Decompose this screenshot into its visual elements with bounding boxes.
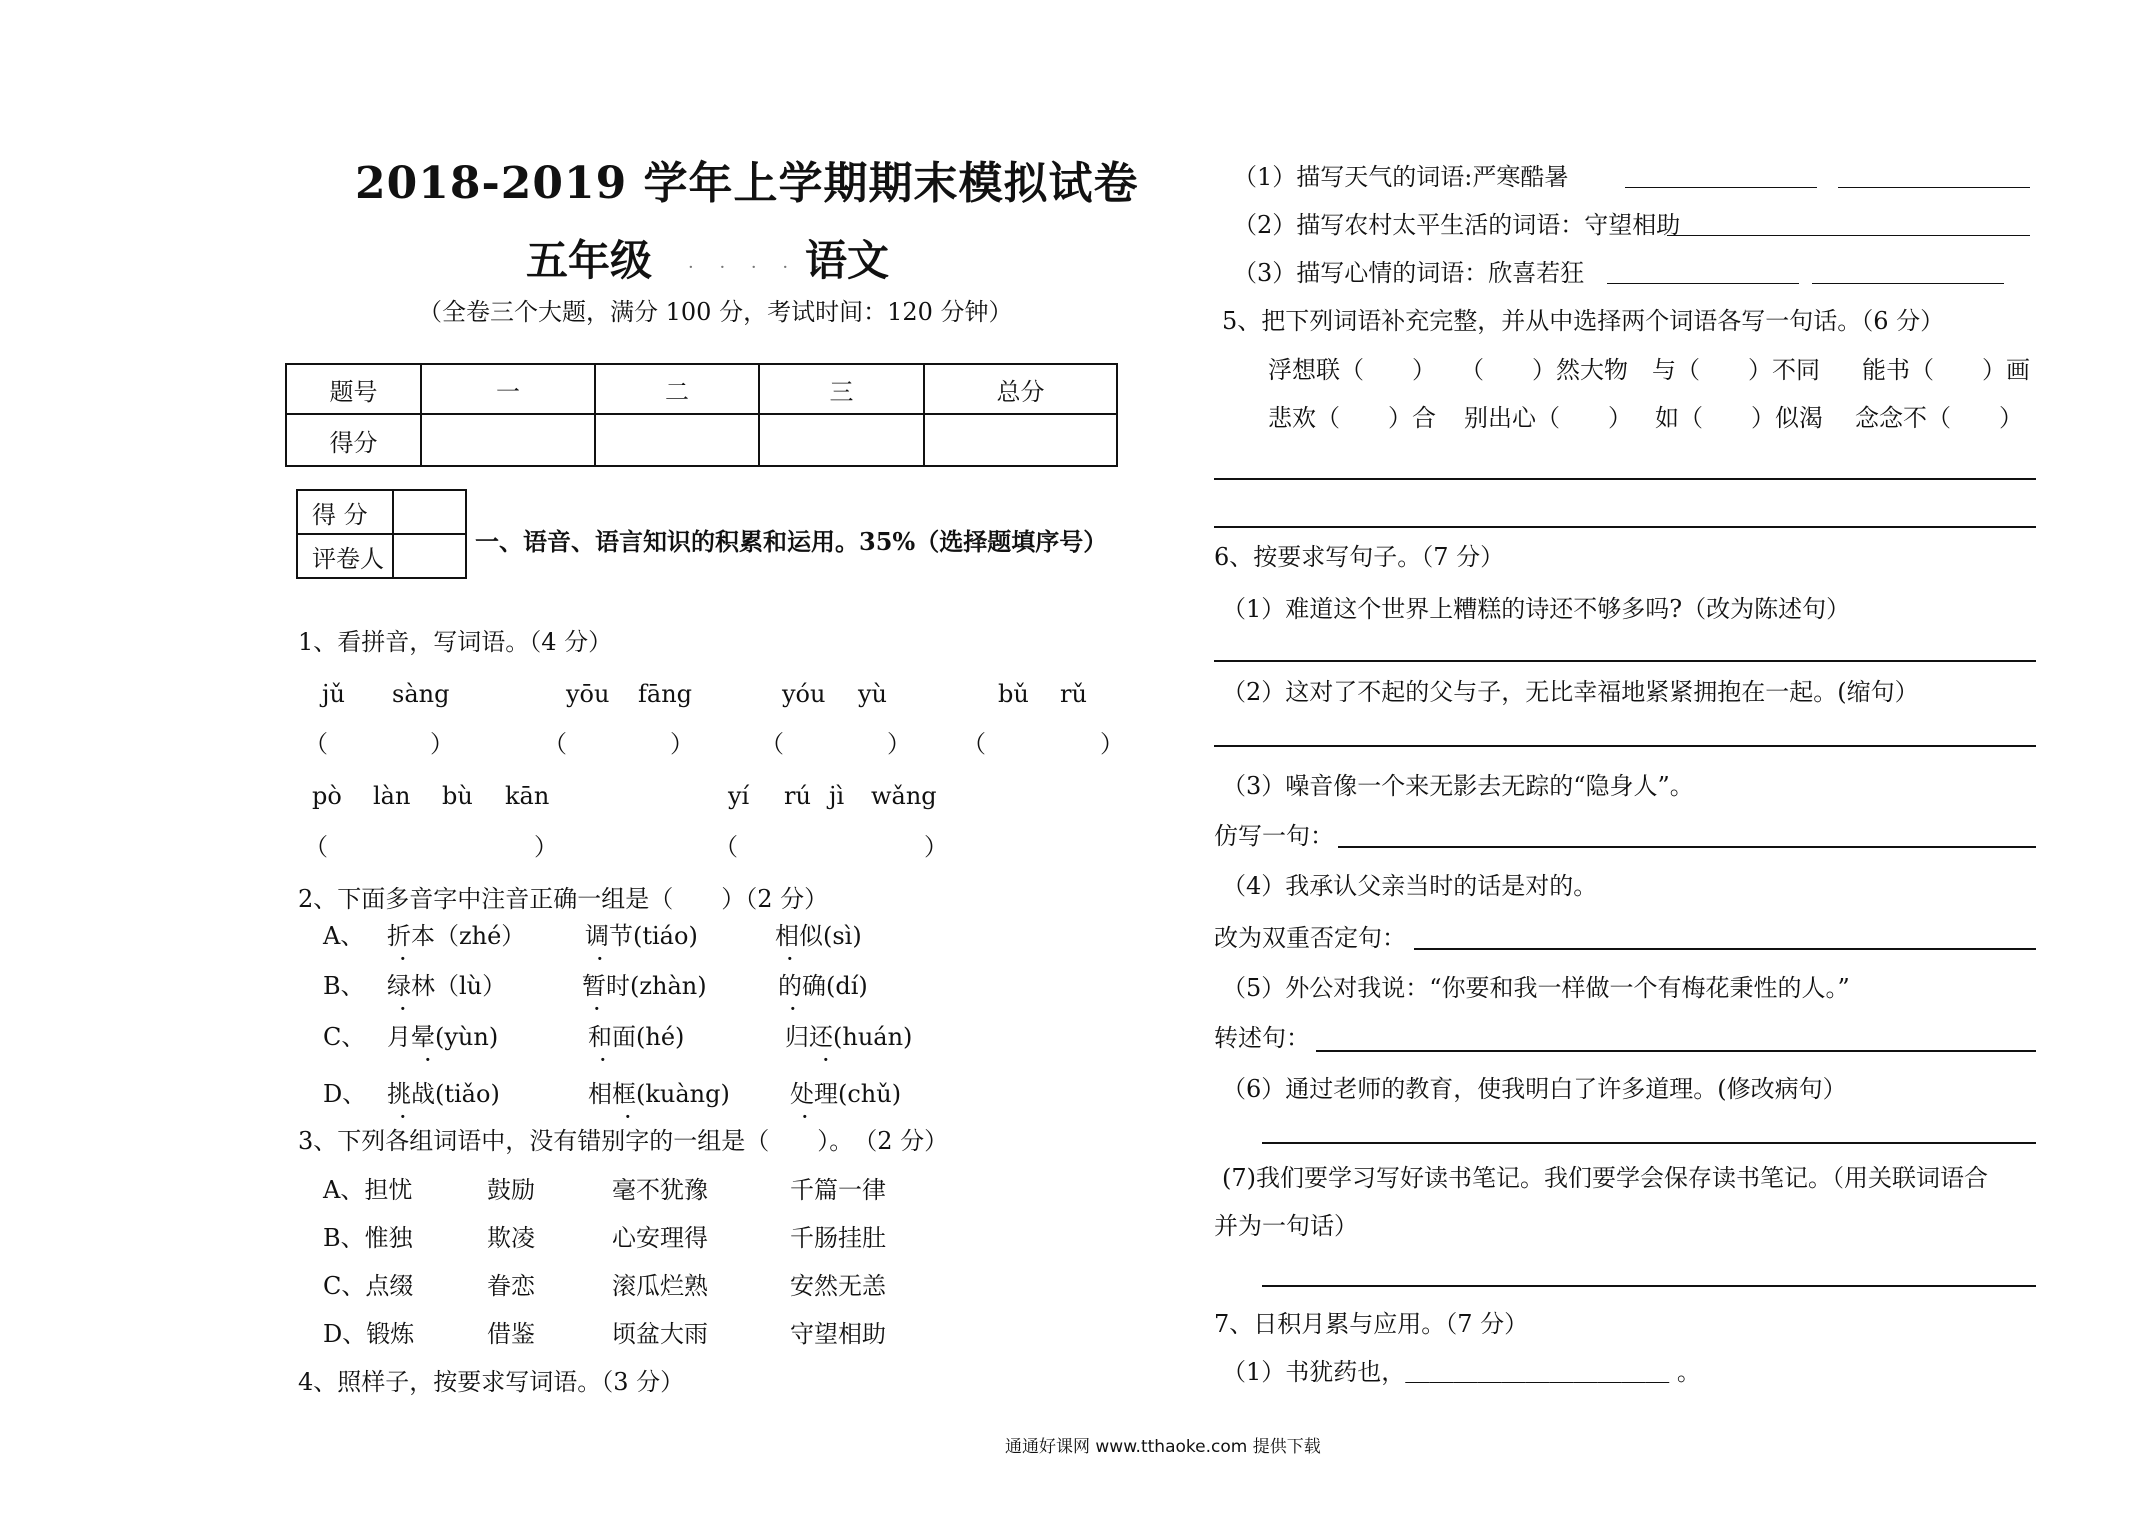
score-row-label: 得分 [286, 414, 421, 466]
answer-paren-open-6: （ [714, 833, 738, 861]
pinyin-5: yóu [782, 680, 826, 708]
q4-item1-blank2[interactable]: ＿＿＿＿＿＿＿＿ [1838, 163, 2030, 191]
q3-a-1: A、担忧 [323, 1176, 413, 1204]
q5-word-4: 能书（ ）画 [1862, 356, 2030, 384]
emphasis-dot: · [424, 1046, 432, 1074]
grader-score-cell[interactable] [393, 490, 466, 534]
q6-s7-answer-line[interactable] [1262, 1285, 2036, 1287]
q6-title: 6、按要求写句子。（7 分） [1214, 543, 1505, 571]
q6-s5-prompt: 转述句： [1214, 1024, 1310, 1052]
score-header-part1: 一 [421, 364, 595, 414]
q5-word-8: 念念不（ ） [1855, 404, 2023, 432]
score-header-label: 题号 [286, 364, 421, 414]
q7-s1: （1）书犹药也，＿＿＿＿＿＿＿＿＿＿＿ 。 [1222, 1358, 1701, 1386]
q4-item2: （2）描写农村太平生活的词语：守望相助 [1233, 211, 1681, 239]
q5-word-2: （ ）然大物 [1460, 356, 1628, 384]
answer-paren-open-5: （ [304, 833, 328, 861]
q4-item3-blank2[interactable]: ＿＿＿＿＿＿＿＿ [1812, 259, 2004, 287]
q2-option-b-letter: B、 [323, 972, 365, 1000]
pinyin-3: yōu [566, 680, 610, 708]
score-header-part3: 三 [759, 364, 924, 414]
q5-answer-line-1[interactable] [1214, 478, 2036, 480]
q6-s5-answer-line[interactable] [1316, 1050, 2036, 1052]
pinyin-14: rú [784, 782, 811, 810]
pinyin-4: fāng [638, 680, 693, 708]
footer-text: 通通好课网 www.tthaoke.com 提供下载 [1005, 1437, 1321, 1457]
pinyin-12: kān [505, 782, 550, 810]
score-cell-3[interactable] [759, 414, 924, 466]
emphasis-dot: · [801, 1103, 809, 1131]
grade-label: 五年级 [526, 236, 653, 285]
q5-answer-line-2[interactable] [1214, 526, 2036, 528]
q5-word-5: 悲欢（ ）合 [1268, 404, 1436, 432]
emphasis-dot: · [624, 1103, 632, 1131]
emphasis-dot: · [399, 995, 407, 1023]
pinyin-8: rǔ [1060, 680, 1087, 708]
q6-s6: （6）通过老师的教育，使我明白了许多道理。(修改病句） [1222, 1075, 1847, 1103]
q4-item2-blank2[interactable]: ＿＿＿＿＿＿＿＿ [1838, 211, 2030, 239]
q4-title: 4、照样子，按要求写词语。（3 分） [298, 1368, 685, 1396]
pinyin-11: bù [442, 782, 473, 810]
emphasis-dot: · [789, 995, 797, 1023]
q4-item3-blank1[interactable]: ＿＿＿＿＿＿＿＿ [1607, 259, 1799, 287]
q3-b-3: 心安理得 [612, 1224, 708, 1252]
answer-paren-open-2: （ [543, 730, 567, 758]
emphasis-dot: · [786, 945, 794, 973]
q1-title: 1、看拼音，写词语。（4 分） [298, 628, 613, 656]
score-cell-total[interactable] [924, 414, 1117, 466]
answer-paren-close-1: ） [430, 730, 454, 758]
emphasis-dot: · [593, 995, 601, 1023]
q6-s4-answer-line[interactable] [1414, 948, 2036, 950]
answer-paren-close-2: ） [670, 730, 694, 758]
q3-b-2: 欺凌 [487, 1224, 535, 1252]
q2-option-d-item2: 相框(kuàng) [588, 1080, 730, 1108]
score-cell-1[interactable] [421, 414, 595, 466]
q5-word-7: 如（ ）似渴 [1655, 404, 1823, 432]
q3-d-4: 守望相助 [790, 1320, 886, 1348]
emphasis-dot: · [599, 1046, 607, 1074]
q3-d-2: 借鉴 [487, 1320, 535, 1348]
q5-word-1: 浮想联（ ） [1268, 356, 1436, 384]
score-cell-2[interactable] [595, 414, 759, 466]
section1-heading: 一、语音、语言知识的积累和运用。35%（选择题填序号） [475, 527, 1108, 556]
pinyin-10: làn [373, 782, 411, 810]
q3-a-4: 千篇一律 [790, 1176, 886, 1204]
q4-item1: （1）描写天气的词语:严寒酷暑 [1233, 163, 1569, 191]
pinyin-1: jǔ [322, 680, 345, 708]
q5-word-6: 别出心（ ） [1464, 404, 1632, 432]
pinyin-16: wǎng [871, 782, 937, 810]
grader-score-label: 得 分 [297, 490, 393, 534]
q6-s1: （1）难道这个世界上糟糕的诗还不够多吗?（改为陈述句） [1222, 595, 1851, 623]
grader-box [296, 489, 467, 579]
q6-s2-answer-line[interactable] [1214, 745, 2036, 747]
q6-s1-answer-line[interactable] [1214, 660, 2036, 662]
pinyin-13: yí [728, 782, 750, 810]
exam-title: 2018-2019 学年上学期期末模拟试卷 [355, 158, 1139, 209]
emphasis-dot: · [822, 1046, 830, 1074]
exam-note: （全卷三个大题，满分 100 分，考试时间：120 分钟） [418, 298, 1013, 326]
pinyin-9: pò [312, 782, 342, 810]
q6-s7-line2: 并为一句话） [1214, 1212, 1358, 1240]
q6-s4: （4）我承认父亲当时的话是对的。 [1222, 872, 1598, 900]
q6-s3-prompt: 仿写一句： [1214, 822, 1334, 850]
q3-a-2: 鼓励 [487, 1176, 535, 1204]
subject-label: 语文 [805, 236, 890, 285]
q6-s4-prompt: 改为双重否定句： [1214, 924, 1406, 952]
q2-option-a-letter: A、 [323, 922, 365, 950]
q2-option-c-letter: C、 [323, 1023, 366, 1051]
q2-option-a-item2: 调节(tiáo) [585, 922, 698, 950]
q2-option-a-item1: 折本（zhé） [387, 922, 526, 950]
q6-s3-answer-line[interactable] [1338, 846, 2036, 848]
q3-b-4: 千肠挂肚 [790, 1224, 886, 1252]
answer-paren-close-4: ） [1100, 730, 1124, 758]
answer-paren-open-3: （ [760, 730, 784, 758]
answer-paren-open-4: （ [962, 730, 986, 758]
q3-title: 3、下列各组词语中，没有错别字的一组是（ ）。 （2 分） [298, 1127, 949, 1155]
score-header-part2: 二 [595, 364, 759, 414]
grader-name-cell[interactable] [393, 534, 466, 578]
q5-word-3: 与（ ）不同 [1652, 356, 1820, 384]
emphasis-dot: · [399, 945, 407, 973]
q3-d-3: 顷盆大雨 [612, 1320, 708, 1348]
emphasis-dot: · [596, 945, 604, 973]
answer-paren-close-6: ） [924, 833, 948, 861]
pinyin-7: bǔ [998, 680, 1029, 708]
emphasis-dot: · [399, 1103, 407, 1131]
pinyin-6: yù [858, 680, 888, 708]
q4-item1-blank1[interactable]: ＿＿＿＿＿＿＿＿ [1625, 163, 1817, 191]
q2-option-c-item1: 月晕(yùn) [387, 1023, 499, 1051]
score-header-total: 总分 [924, 364, 1117, 414]
pinyin-15: jì [829, 782, 845, 810]
q2-option-c-item2: 和面(hé) [588, 1023, 685, 1051]
q2-option-b-item3: 的确(dí) [778, 972, 868, 1000]
q2-option-b-item1: 绿林（lù） [387, 972, 507, 1000]
q3-d-1: D、锻炼 [323, 1320, 415, 1348]
q3-c-2: 眷恋 [487, 1272, 535, 1300]
q6-s5: （5）外公对我说：“你要和我一样做一个有梅花秉性的人。” [1222, 974, 1850, 1002]
answer-paren-open-1: （ [304, 730, 328, 758]
answer-paren-close-3: ） [887, 730, 911, 758]
q2-option-d-item3: 处理(chǔ) [790, 1080, 902, 1108]
score-table [285, 363, 1118, 467]
answer-paren-close-5: ） [534, 833, 558, 861]
pinyin-2: sàng [392, 680, 450, 708]
q2-title: 2、下面多音字中注音正确一组是（ ）（2 分） [298, 885, 829, 913]
q6-s6-answer-line[interactable] [1262, 1142, 2036, 1144]
dotted-separator: · · · · · [688, 257, 830, 278]
q3-c-4: 安然无恙 [790, 1272, 886, 1300]
q4-item2-blank1[interactable]: ＿＿＿＿＿＿＿＿ [1667, 211, 1859, 239]
q4-item3: （3）描写心情的词语：欣喜若狂 [1233, 259, 1585, 287]
q3-b-1: B、惟独 [323, 1224, 413, 1252]
q6-s3: （3）噪音像一个来无影去无踪的“隐身人”。 [1222, 772, 1694, 800]
q6-s7-line1: (7)我们要学习写好读书笔记。我们要学会保存读书笔记。（用关联词语合 [1222, 1164, 1988, 1192]
q2-option-a-item3: 相似(sì) [775, 922, 862, 950]
q3-c-1: C、点缀 [323, 1272, 414, 1300]
q6-s2: （2）这对了不起的父与子，无比幸福地紧紧拥抱在一起。(缩句） [1222, 678, 1919, 706]
q3-a-3: 毫不犹豫 [612, 1176, 708, 1204]
grader-name-label: 评卷人 [297, 534, 393, 578]
q2-option-b-item2: 暂时(zhàn) [582, 972, 707, 1000]
q2-option-d-letter: D、 [323, 1080, 367, 1108]
q7-title: 7、日积月累与应用。（7 分） [1214, 1310, 1529, 1338]
q2-option-c-item3: 归还(huán) [785, 1023, 913, 1051]
q3-c-3: 滚瓜烂熟 [612, 1272, 708, 1300]
q5-title: 5、把下列词语补充完整，并从中选择两个词语各写一句话。（6 分） [1222, 307, 1945, 335]
q2-option-d-item1: 挑战(tiǎo) [387, 1080, 500, 1108]
